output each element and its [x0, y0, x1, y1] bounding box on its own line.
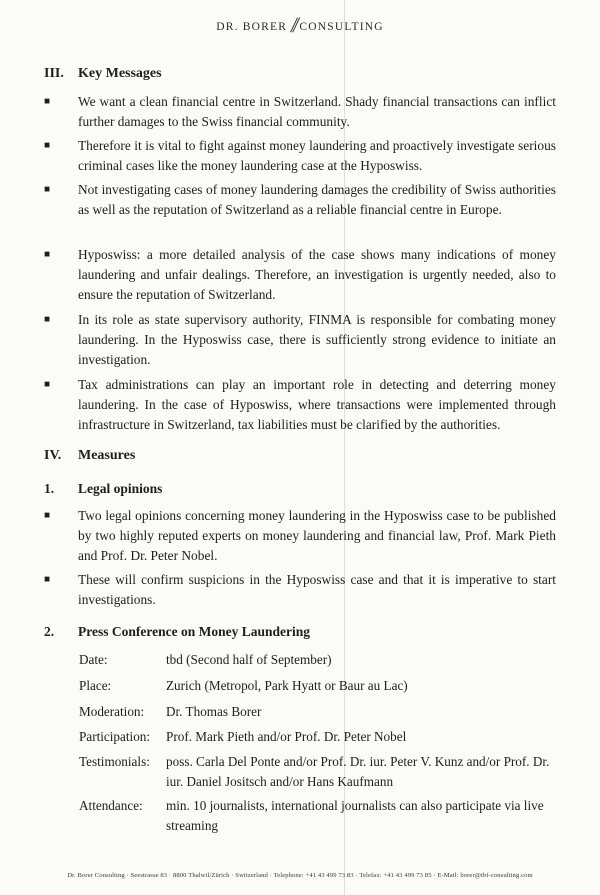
company-logo: [0, 10, 600, 36]
bullet-icon: ■: [44, 96, 51, 107]
subsection-number: 2.: [44, 624, 55, 639]
detail-value: min. 10 journalists, international journalists can also participate via live streaming: [166, 798, 544, 833]
subsection-number: 1.: [44, 481, 55, 496]
legal-opinion-text: Two legal opinions concerning money laundering in the Hyposwiss case to be published by two highly reputed experts on money laundering and financial law, Prof. Mark Pieth and Prof. Dr. Peter Nobel.: [78, 508, 556, 563]
section-title: Measures: [78, 448, 136, 463]
subsection-heading-press-conference: [44, 624, 310, 640]
key-message-text: Tax administrations can play an important role in detecting and deterring money laundering. In the case of Hyposwiss, where transactions were implemented through infrastructure in Switzerland, tax liabilities must be clarified by the authorities.: [78, 377, 556, 432]
detail-value: Prof. Mark Pieth and/or Prof. Dr. Peter Nobel: [166, 729, 407, 744]
subsection-heading-legal-opinions: [44, 481, 162, 497]
subsection-title: Legal opinions: [78, 481, 163, 496]
detail-label: Attendance:: [79, 798, 143, 813]
bullet-icon: ■: [44, 510, 51, 521]
section-heading-measures: [44, 448, 135, 464]
key-message-text: Not investigating cases of money laundering damages the credibility of Swiss authorities as well as the reputation of Switzerland as a reliable financial centre in Europe.: [78, 182, 556, 217]
bullet-icon: ■: [44, 314, 51, 325]
bullet-icon: ■: [44, 249, 51, 260]
bullet-icon: ■: [44, 140, 51, 151]
detail-value: Zurich (Metropol, Park Hyatt or Baur au Lac): [166, 678, 408, 693]
key-message-text: In its role as state supervisory authority, FINMA is responsible for combating money laundering. In the Hyposwiss case, there is sufficiently strong evidence to initiate an investigation.: [78, 312, 556, 367]
detail-label: Place:: [79, 678, 112, 693]
footer-contact: Dr. Borer Consulting · Seestrasse 83 · 8800 Thalwil/Zürich · Switzerland · Telephone: +41 43 499 73 83 · Telefax: +41 43 499 73 85 · E-Mail: borer@tbf-consulting.com: [67, 872, 533, 879]
detail-value: poss. Carla Del Ponte and/or Prof. Dr. iur. Peter V. Kunz and/or Prof. Dr. iur. Daniel Jositsch and/or Hans Kaufmann: [166, 754, 550, 789]
key-message-text: Hyposwiss: a more detailed analysis of the case shows many indications of money laundering and unfair dealings. Therefore, an investigation is urgently needed, also to ensure the reputation of Switzerland.: [78, 247, 556, 302]
section-heading-key-messages: [44, 66, 162, 82]
section-number: IV.: [44, 448, 62, 463]
detail-label: Testimonials:: [79, 754, 150, 769]
bullet-icon: ■: [44, 379, 51, 390]
subsection-title: Press Conference on Money Laundering: [78, 624, 310, 639]
detail-label: Participation:: [79, 729, 151, 744]
detail-value: tbd (Second half of September): [166, 652, 332, 667]
section-number: III.: [44, 66, 64, 81]
legal-opinion-text: These will confirm suspicions in the Hyposwiss case and that it is imperative to start investigations.: [78, 572, 556, 607]
logo-right-text: CONSULTING: [299, 21, 384, 33]
key-message-text: Therefore it is vital to fight against money laundering and proactively investigate serious criminal cases like the money laundering case at the Hyposwiss.: [78, 138, 556, 173]
key-message-text: We want a clean financial centre in Switzerland. Shady financial transactions can inflict further damages to the Swiss financial community.: [78, 94, 556, 129]
section-title: Key Messages: [78, 66, 162, 81]
logo-slash-mark: //: [289, 12, 298, 37]
logo-left-text: DR. BORER: [216, 21, 288, 33]
bullet-icon: ■: [44, 574, 51, 585]
detail-label: Moderation:: [79, 704, 145, 719]
detail-value: Dr. Thomas Borer: [166, 704, 262, 719]
detail-label: Date:: [79, 652, 108, 667]
bullet-icon: ■: [44, 184, 51, 195]
